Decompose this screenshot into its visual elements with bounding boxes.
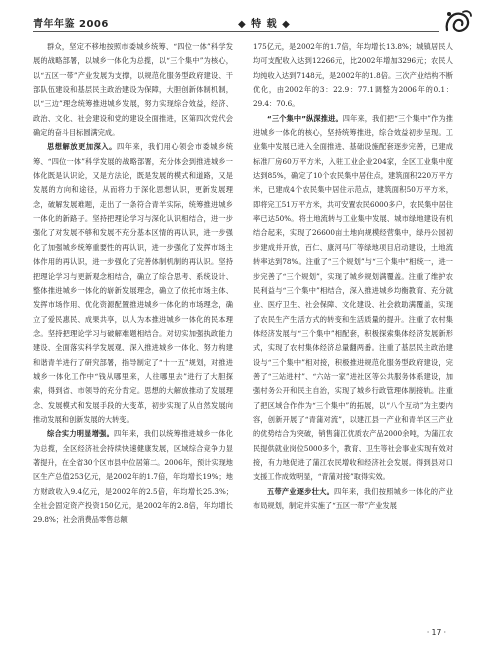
paragraph xyxy=(253,485,453,514)
paragraph xyxy=(33,140,233,427)
left-column xyxy=(33,40,233,630)
paragraph xyxy=(253,112,453,485)
subheading: 思想解放更加深入。 xyxy=(47,142,117,152)
subheading: 五带产业逐步壮大。 xyxy=(267,486,335,496)
paragraph xyxy=(33,427,233,527)
subheading: 综合实力明显增强。 xyxy=(47,429,115,439)
header-rule xyxy=(33,31,439,32)
right-column xyxy=(253,40,453,630)
paragraph: 175亿元，是2002年的1.7倍，年均增长13.8%；城镇居民人均可支配收入达到12266元，比2002年增加3296元；农民人均纯收入达到7148元，是2002年的1.8倍。三次产业结构不断优化，由2002年的3：22.9：77.1调整为2006年的0.1：29.4：70.6。 xyxy=(253,42,453,109)
book-title: 青年年鉴 2006 xyxy=(33,19,109,30)
section-title: ◆ 特 载 ◆ xyxy=(238,19,291,30)
paragraph-text: 四年来，我们按照城乡一体化的产业布局规划，制定并实施了“五区一带”产业发展 xyxy=(253,486,453,510)
paragraph-text: 四年来，我们以统筹推进城乡一体化为总揽，全区经济社会持续快速健康发展，区域综合竞争力显著提升，在全省30个区市县中位居第二。2006年，预计实现地区生产总值253亿元，是2002年的1.7倍，年均增长19%；地方财政收入9.4亿元，是2002年的2.5倍，年均增长25.3%；全社会固定资产投资150亿元，是2002年的2.8倍，年均增长29.8%；社会消费品零售总额 xyxy=(33,429,233,525)
page-number: · 17 · xyxy=(426,628,446,637)
yearbook-emblem-icon xyxy=(443,8,473,36)
paragraph: 群众，坚定不移地按照市委城乡统筹、“四位一体”科学发展的战略部署，以城乡一体化为总揽，以“三个集中”为核心，以“五区一带”产业发展为支撑，以规范化服务型政府建设、干部队伍建设和基层民主政治建设为保障，大胆创新体制机制，以“三边”理念统筹推进城乡发展，努力实现综合效益，经济、政治、文化、社会建设和党的建设全面推进，区第四次党代会确定的奋斗目标圆满完成。 xyxy=(33,42,233,138)
subheading: “三个集中”纵深推进。 xyxy=(267,113,343,123)
paragraph-text: 四年来，我们用心领会市委城乡统筹、“四位一体”科学发展的战略部署，充分体会到推进城乡一体化既是认识论，又是方法论，既是发展的模式和道路，又是发展的方向和途径，从而将力于深化思想认识，更新发展理念，破解发展难题，走出了一条符合青羊实际，统筹推进城乡一体化的新路子。坚持把理论学习与深化认识相结合，进一步强化了对发展不够和发展不充分基本区情的再认识，进一步强化了加强城乡统筹重要性的再认识，进一步强化了发挥市场主体作用的再认识，进一步强化了完善体制机制的再认识。坚持把理论学习与更新观念相结合，确立了综合思考、系统设计、整体推进城乡一体化的崭新发展理念，确立了依托市场主体、发挥市场作用、优化资源配置推进城乡一体化的市场理念，确立了爱民惠民、成果共享，以人为本推进城乡一体化的民本理念。坚持把理论学习与破解难题相结合。对切实加强执政能力建设、全面落实科学发展观、深入推进城乡一体化、努力构建和谐青羊进行了研究部署，指导制定了“十一五”规划，对推进城乡一体化工作中“钱从哪里来，人往哪里去”进行了大胆探索，得到省、市领导的充分肯定。思想的大解放推动了发展理念、发展模式和发展手段的大变革，初步实现了从自然发展向推动发展和创新发展的大转变。 xyxy=(33,142,233,424)
paragraph-text: 四年来，我们把“三个集中”作为推进城乡一体化的核心，坚持统筹推进，综合效益初步呈现。工业集中发展已进入全面推进、基础设施配套逐步完善，已建成标准厂房60万平方米，入驻工业企业204家，全区工业集中度达到85%，确定了10个农民集中居住点，建筑面积220万平方米，已建成4个农民集中居住示范点，建筑面积50万平方米，即将完工51万平方米，共可安置农民6000多户，农民集中居住率已达50%。将土地流转与工业集中发展、城市绿地建设有机结合起来，实现了26600亩土地向规模经营集中，绿丹公园初步建成并开放，百仁、康河马厂等绿地项目启动建设，土地流转率达到78%。注重了“三个规划”与“三个集中”相统一，进一步完善了“三个规划”，实现了城乡规划满覆盖。注重了维护农民利益与“三个集中”相结合，深入推进城乡均衡教育、充分就业、医疗卫生、社会保障、文化建设、社会救助满覆盖，实现了农民生产生活方式的转变和生活质量的提升。注重了农村集体经济发展与“三个集中”相配套，积极探索集体经济发展新形式，实现了农村集体经济总量翻两番。注重了基层民主政治建设与“三个集中”相对接，积极推进规范化服务型政府建设，完善了“三站进村”、“六站一家”进社区等公共服务体系建设，加强村务公开和民主自治，实现了城乡行政管理体制接轨。注重了把区域合作作为“三个集中”的拓展，以“八个互动”为主要内容，创新开展了“青蒲对流”，以建江县一产业和青羊区三产业的优势结合为突破，销售蒲江优质农产品2000余吨，为蒲江农民提供就业岗位5000多个，教育、卫生等社会事业实现有效对接，有力地促进了蒲江农民增收和经济社会发展。得到县对口支援工作成效明显，“青蒲对接”取得实效。 xyxy=(253,113,453,482)
